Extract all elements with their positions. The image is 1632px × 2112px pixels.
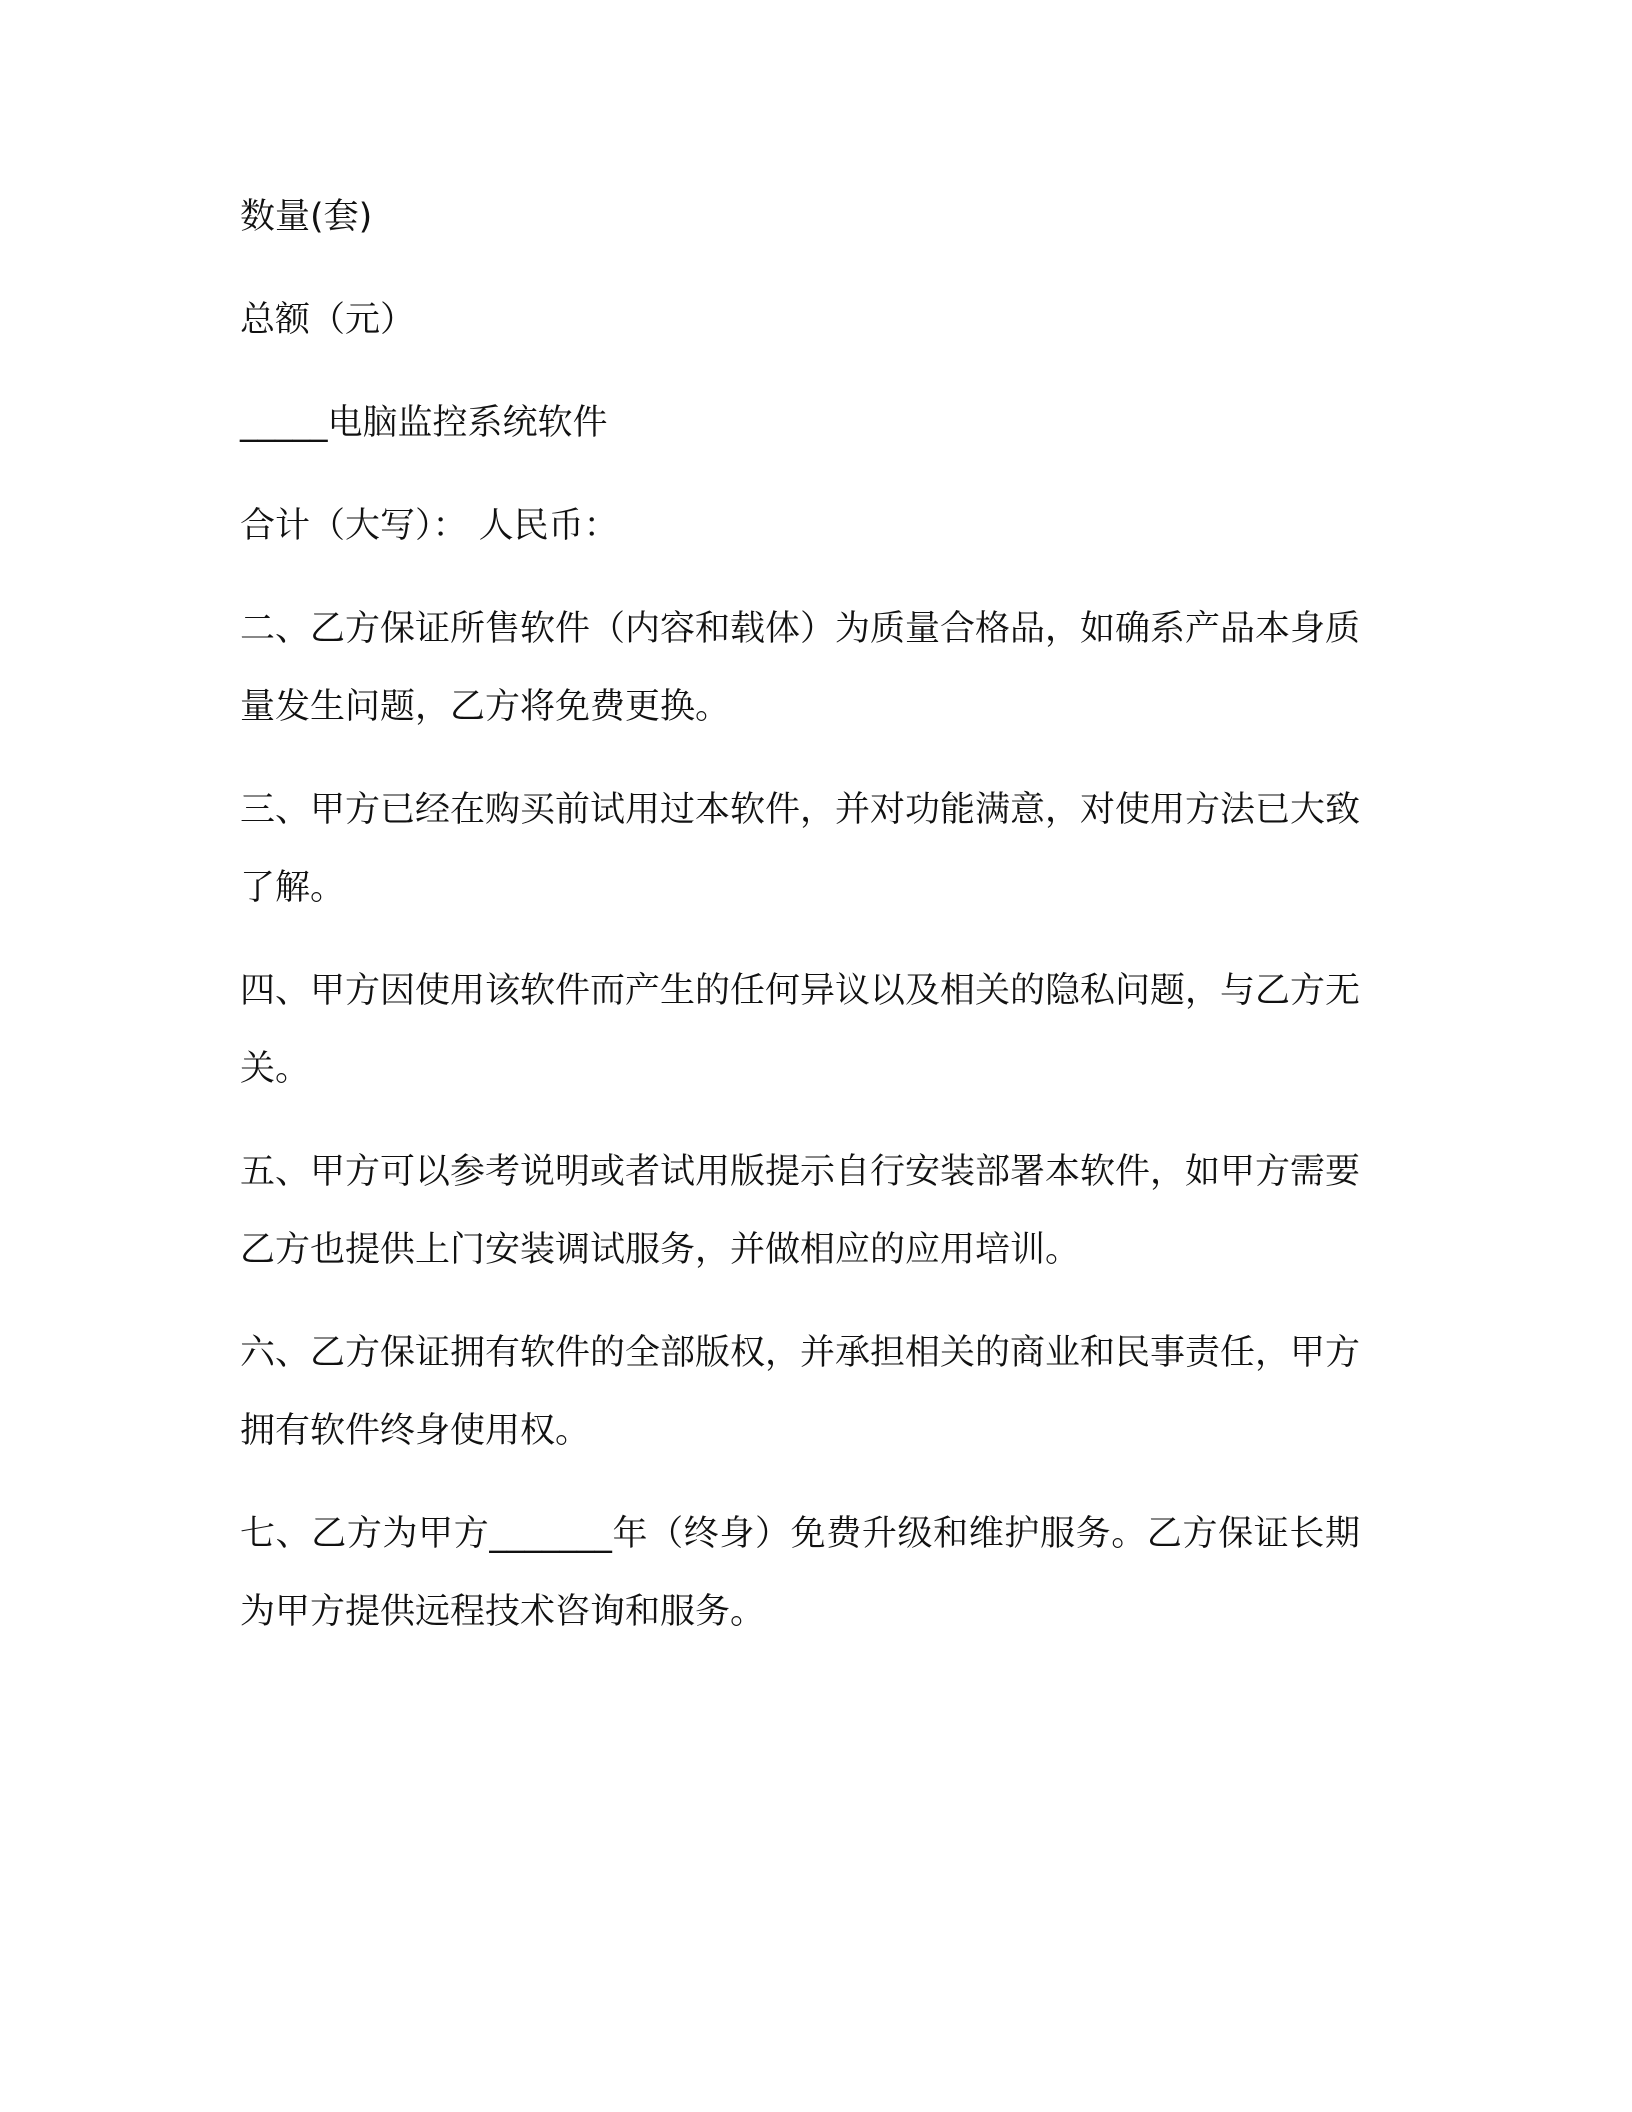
clause-3: 三、甲方已经在购买前试用过本软件，并对功能满意，对使用方法已大致了解。	[240, 790, 1361, 908]
total-in-words-line: 合计（大写）： 人民币：	[240, 506, 619, 546]
clause-4: 四、甲方因使用该软件而产生的任何异议以及相关的隐私问题，与乙方无关。	[240, 971, 1361, 1089]
clause-7: 七、乙方为甲方_______年（终身）免费升级和维护服务。乙方保证长期为甲方提供远程技术咨询和服务。	[240, 1514, 1360, 1632]
software-item-line: _____电脑监控系统软件	[240, 403, 608, 443]
clause-6: 六、乙方保证拥有软件的全部版权，并承担相关的商业和民事责任，甲方拥有软件终身使用权。	[240, 1333, 1361, 1451]
document-body	[240, 178, 1360, 1676]
total-amount-label: 总额（元）	[240, 300, 416, 340]
clause-5: 五、甲方可以参考说明或者试用版提示自行安装部署本软件，如甲方需要乙方也提供上门安装调试服务，并做相应的应用培训。	[240, 1152, 1361, 1270]
quantity-label: 数量(套)	[240, 197, 373, 237]
clause-2: 二、乙方保证所售软件（内容和载体）为质量合格品，如确系产品本身质量发生问题，乙方将免费更换。	[240, 609, 1361, 727]
